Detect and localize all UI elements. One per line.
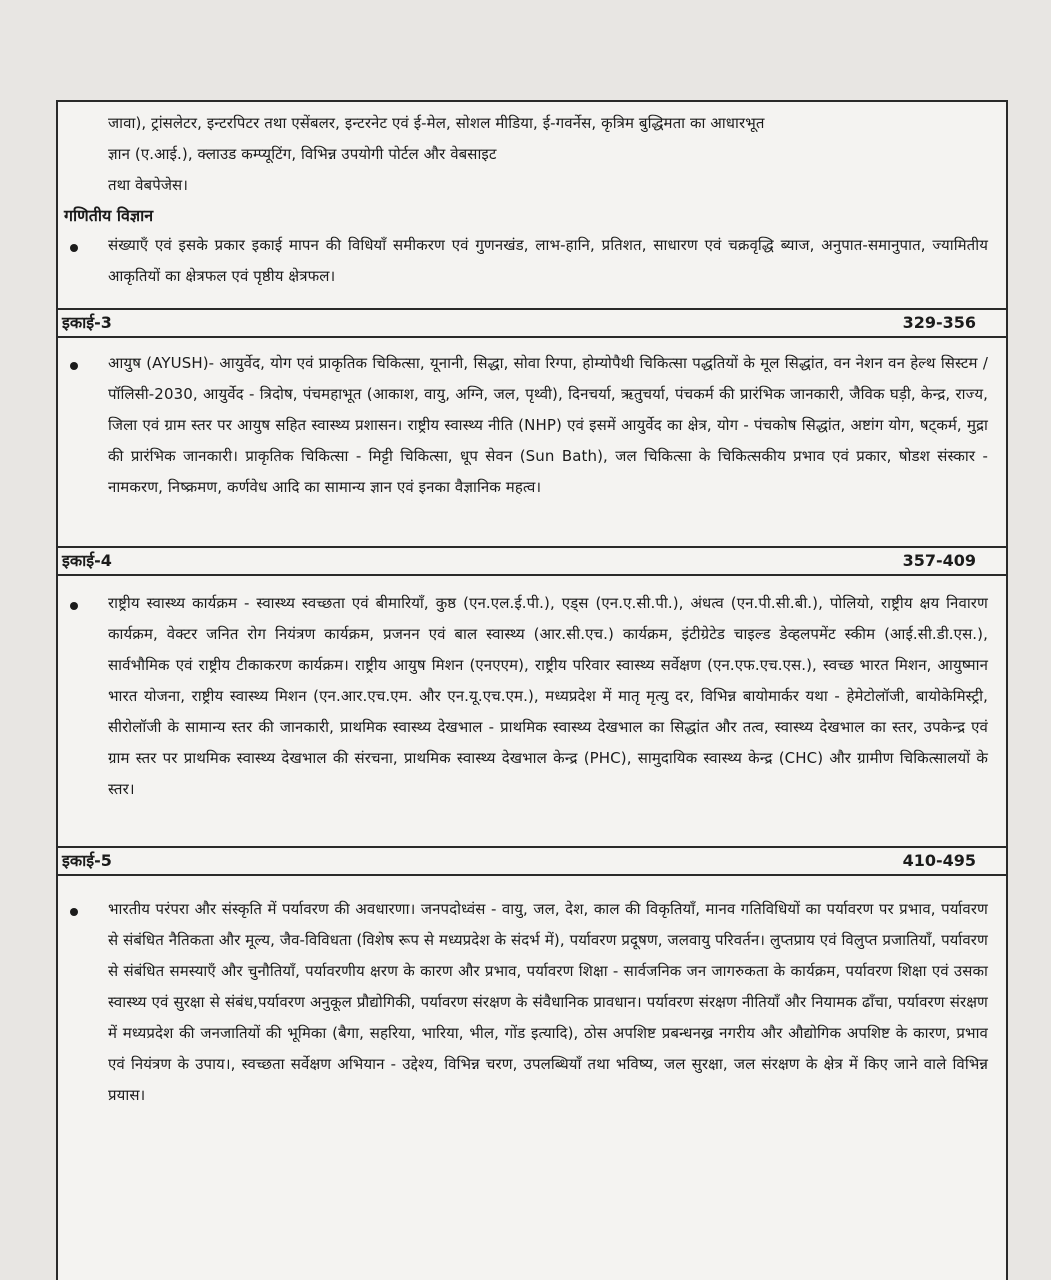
unit-3-header <box>58 308 1006 338</box>
intro-line-3: तथा वेबपेजेस। <box>108 176 189 194</box>
math-heading: गणितीय विज्ञान <box>64 206 154 225</box>
unit-3-title: इकाई-3 <box>62 313 112 332</box>
intro-line-2: ज्ञान (ए.आई.), क्लाउड कम्प्यूटिंग, विभिन्न उपयोगी पोर्टल और वेबसाइट <box>108 145 497 163</box>
unit-5-pages: 410-495 <box>902 851 976 870</box>
unit-4-text: राष्ट्रीय स्वास्थ्य कार्यक्रम - स्वास्थ्य स्वच्छता एवं बीमारियाँ, कुष्ठ (एन.एल.ई.पी.), एड्स (एन.ए.सी.पी.), अंधत्व (एन.पी.सी.बी.), पोलियो, राष्ट्रीय क्षय निवारण कार्यक्रम, वेक्टर जनित रोग नियंत्रण कार्यक्रम, प्रजनन एवं बाल स्वास्थ्य (आर.सी.एच.) कार्यक्रम, इंटीग्रेटेड चाइल्ड डेव्हलपमेंट स्कीम (आई.सी.डी.एस.), सार्वभौमिक एवं राष्ट्रीय टीकाकरण कार्यक्रम। राष्ट्रीय आयुष मिशन (एनएएम), राष्ट्रीय परिवार स्वास्थ्य सर्वेक्षण (एन.एफ.एच.एस.), स्वच्छ भारत मिशन, आयुष्मान भारत योजना, राष्ट्रीय स्वास्थ्य मिशन (एन.आर.एच.एम. और एन.यू.एच.एम.), मध्यप्रदेश में मातृ मृत्यु दर, विभिन्न बायोमार्कर यथा - हेमेटोलॉजी, बायोकेमिस्ट्री, सीरोलॉजी के सामान्य स्तर की जानकारी, प्राथमिक स्वास्थ्य देखभाल - प्राथमिक स्वास्थ्य देखभाल का सिद्धांत और तत्व, स्वास्थ्य देखभाल का स्तर, उपकेन्द्र एवं ग्राम स्तर पर प्राथमिक स्वास्थ्य देखभाल की संरचना, प्राथमिक स्वास्थ्य देखभाल केन्द्र (PHC), सामुदायिक स्वास्थ्य केन्द्र (CHC) और ग्रामीण चिकित्सालयों के स्तर। <box>108 594 988 798</box>
unit-5-title: इकाई-5 <box>62 851 112 870</box>
bullet-icon <box>70 362 78 370</box>
unit-5-text: भारतीय परंपरा और संस्कृति में पर्यावरण की अवधारणा। जनपदोध्वंस - वायु, जल, देश, काल की विकृतियाँ, मानव गतिविधियों का पर्यावरण पर प्रभाव, पर्यावरण से संबंधित नैतिकता और मूल्य, जैव-विविधता (विशेष रूप से मध्यप्रदेश के संदर्भ में), पर्यावरण प्रदूषण, जलवायु परिवर्तन। लुप्तप्राय एवं विलुप्त प्रजातियाँ, पर्यावरण से संबंधित समस्याएँ और चुनौतियाँ, पर्यावरणीय क्षरण के कारण और प्रभाव, पर्यावरण शिक्षा - सार्वजनिक जन जागरुकता के कार्यक्रम, पर्यावरण शिक्षा एवं उसका स्वास्थ्य एवं सुरक्षा से संबंध,पर्यावरण अनुकूल प्रौद्योगिकी, पर्यावरण संरक्षण के संवैधानिक प्रावधान। पर्यावरण संरक्षण नीतियाँ और नियामक ढाँचा, पर्यावरण संरक्षण में मध्यप्रदेश की जनजातियों की भूमिका (बैगा, सहरिया, भारिया, भील, गोंड इत्यादि), ठोस अपशिष्ट प्रबन्धनख्र नगरीय और औद्योगिक अपशिष्ट के कारण, प्रभाव एवं नियंत्रण के उपाय।, स्वच्छता सर्वेक्षण अभियान - उद्देश्य, विभिन्न चरण, उपलब्धियाँ तथा भविष्य, जल सुरक्षा, जल संरक्षण के क्षेत्र में किए जाने वाले विभिन्न प्रयास। <box>108 900 989 1104</box>
unit-4-pages: 357-409 <box>902 551 976 570</box>
bullet-icon <box>70 908 78 916</box>
syllabus-page <box>56 100 1008 1280</box>
unit-4-header <box>58 546 1006 576</box>
intro-line-1: जावा), ट्रांसलेटर, इन्टरपिटर तथा एसेंबलर, इन्टरनेट एवं ई-मेल, सोशल मीडिया, ई-गवर्नेस, कृत्रिम बुद्धिमता का आधारभूत <box>108 114 765 132</box>
unit-3-text: आयुष (AYUSH)- आयुर्वेद, योग एवं प्राकृतिक चिकित्सा, यूनानी, सिद्धा, सोवा रिग्पा, होम्योपैथी चिकित्सा पद्धतियों के मूल सिद्धांत, वन नेशन वन हेल्थ सिस्टम / पॉलिसी-2030, आयुर्वेद - त्रिदोष, पंचमहाभूत (आकाश, वायु, अग्नि, जल, पृथ्वी), दिनचर्या, ऋतुचर्या, पंचकर्म की प्रारंभिक जानकारी, जैविक घड़ी, केन्द्र, राज्य, जिला एवं ग्राम स्तर पर आयुष सहित स्वास्थ्य प्रशासन। राष्ट्रीय स्वास्थ्य नीति (NHP) एवं इसमें आयुर्वेद का क्षेत्र, योग - पंचकोष सिद्धांत, अष्टांग योग, षट्कर्म, मुद्रा की प्रारंभिक जानकारी। प्राकृतिक चिकित्सा - मिट्टी चिकित्सा, धूप सेवन (Sun Bath), जल चिकित्सा के चिकित्सकीय प्रभाव एवं प्रकार, षोडश संस्कार - नामकरण, निष्क्रमण, कर्णवेध आदि का सामान्य ज्ञान एवं इनका वैज्ञानिक महत्व। <box>108 354 988 496</box>
unit-3-pages: 329-356 <box>902 313 976 332</box>
math-text: संख्याएँ एवं इसके प्रकार इकाई मापन की विधियाँ समीकरण एवं गुणनखंड, लाभ-हानि, प्रतिशत, साधारण एवं चक्रवृद्धि ब्याज, अनुपात-समानुपात, ज्यामितीय आकृतियों का क्षेत्रफल एवं पृष्ठीय क्षेत्रफल। <box>108 236 988 285</box>
bullet-icon <box>70 602 78 610</box>
unit-5-header <box>58 846 1006 876</box>
bullet-icon <box>70 244 78 252</box>
unit-4-title: इकाई-4 <box>62 551 112 570</box>
